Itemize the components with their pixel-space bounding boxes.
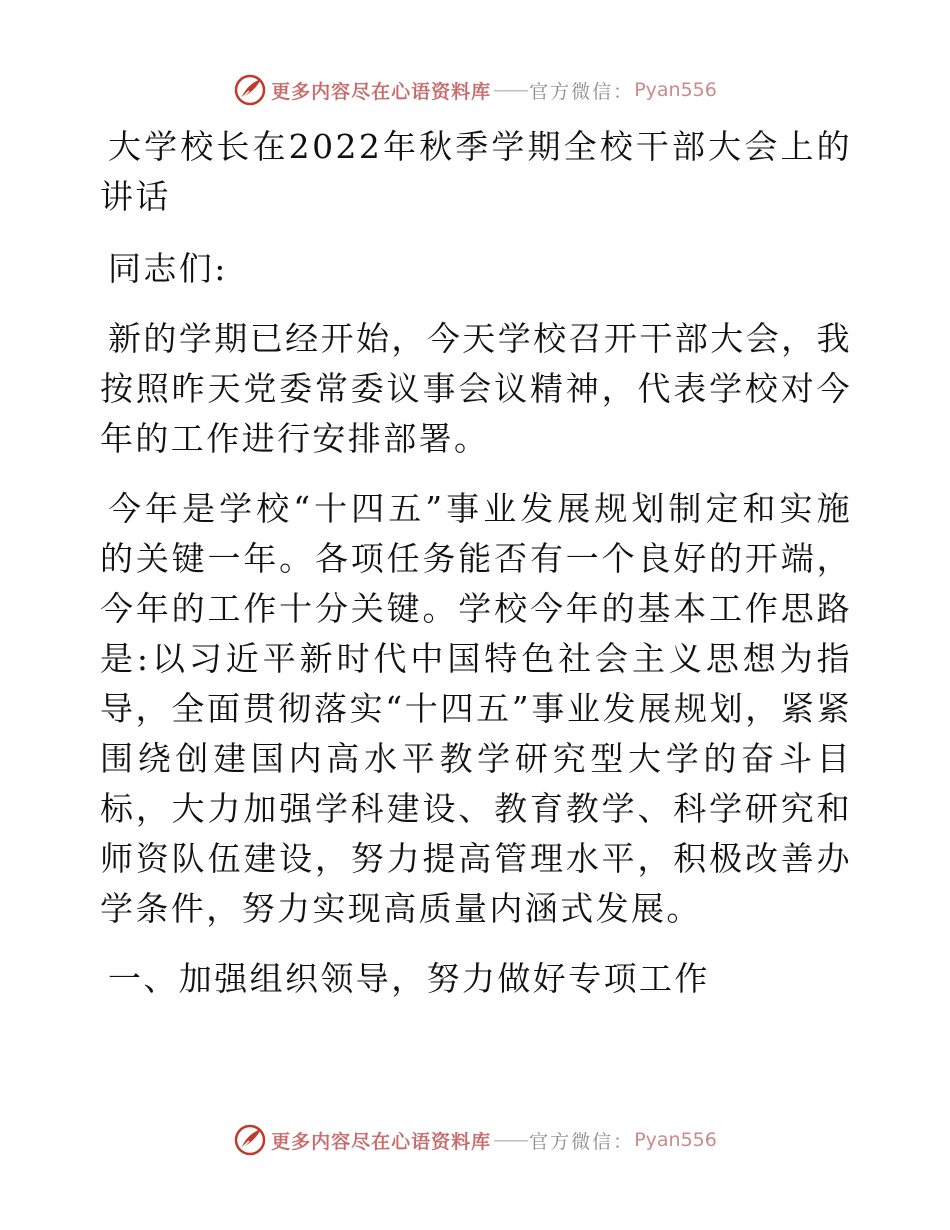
watermark-label: 官方微信：: [529, 1130, 635, 1153]
watermark-brand: 更多内容尽在心语资料库: [271, 80, 492, 103]
footer-watermark: [0, 1120, 950, 1160]
feather-pen-logo-icon: [233, 73, 267, 107]
feather-pen-logo-icon: [233, 1123, 267, 1157]
header-watermark: [0, 70, 950, 110]
watermark-separator: ——: [493, 79, 528, 101]
paragraph-1: 新的学期已经开始，今天学校召开干部大会，我按照昨天党委常委议事会议精神，代表学校对今年的工作进行安排部署。: [100, 319, 852, 458]
document-body: [100, 122, 852, 1004]
section-heading: 一、加强组织领导，努力做好专项工作: [108, 959, 710, 998]
watermark-wechat-id: Pyan556: [634, 1129, 717, 1151]
document-title: 大学校长在2022年秋季学期全校干部大会上的讲话: [100, 127, 852, 216]
watermark-brand: 更多内容尽在心语资料库: [271, 1130, 492, 1153]
watermark-wechat-id: Pyan556: [634, 79, 717, 101]
watermark-separator: ——: [493, 1129, 528, 1151]
paragraph-2: 今年是学校“十四五”事业发展规划制定和实施的关键一年。各项任务能否有一个良好的开端，今年的工作十分关键。学校今年的基本工作思路是:以习近平新时代中国特色社会主义思想为指导，全面贯彻落实“十四五”事业发展规划，紧紧围绕创建国内高水平教学研究型大学的奋斗目标，大力加强学科建设、教育教学、科学研究和师资队伍建设，努力提高管理水平，积极改善办学条件，努力实现高质量内涵式发展。: [100, 489, 852, 928]
greeting: 同志们:: [108, 249, 228, 288]
watermark-label: 官方微信：: [529, 80, 635, 103]
